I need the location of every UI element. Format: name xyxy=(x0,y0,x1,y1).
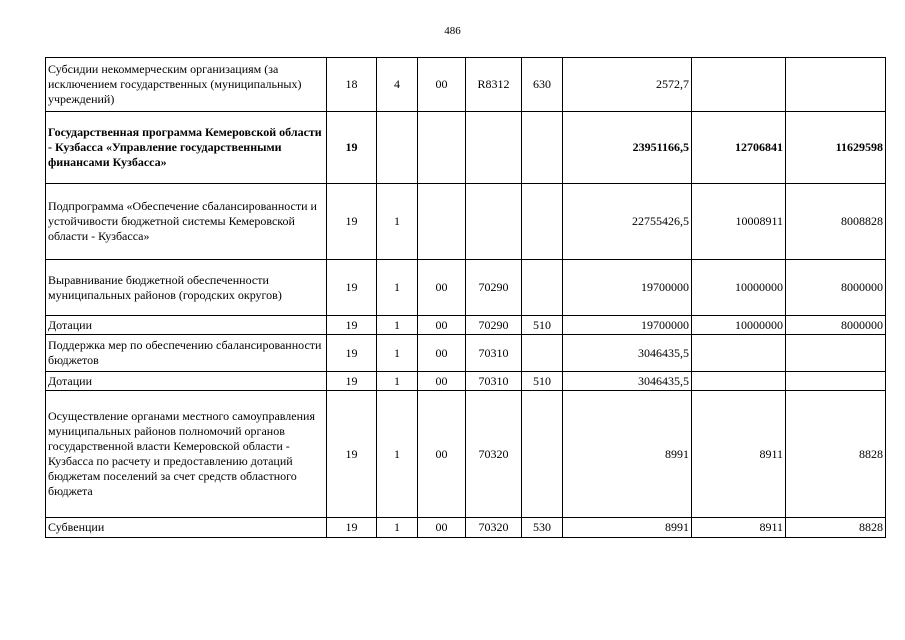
row-name-cell: Выравнивание бюджетной обеспеченности муниципальных районов (городских округов) xyxy=(46,260,327,316)
row-name-cell: Субвенции xyxy=(46,518,327,538)
table-row xyxy=(46,316,886,335)
subprogram-code-cell: 4 xyxy=(377,58,418,112)
table-row xyxy=(46,518,886,538)
row-name-cell: Подпрограмма «Обеспечение сбалансированности и устойчивости бюджетной системы Кемеровской области - Кузбасса» xyxy=(46,184,327,260)
year1-amount-cell: 8991 xyxy=(563,391,692,518)
row-name-cell: Поддержка мер по обеспечению сбалансированности бюджетов xyxy=(46,335,327,372)
expense-type-cell: 510 xyxy=(522,316,563,335)
table-body xyxy=(46,58,886,538)
program-code-cell: 19 xyxy=(327,112,377,184)
year2-amount-cell: 10000000 xyxy=(692,316,786,335)
subprogram-code-cell: 1 xyxy=(377,372,418,391)
subprogram-code-cell xyxy=(377,112,418,184)
expense-type-cell: 530 xyxy=(522,518,563,538)
table-row xyxy=(46,260,886,316)
year2-amount-cell xyxy=(692,335,786,372)
main-event-code-cell: 00 xyxy=(418,372,466,391)
direction-code-cell: 70320 xyxy=(466,518,522,538)
table-row xyxy=(46,335,886,372)
year3-amount-cell xyxy=(786,335,886,372)
main-event-code-cell xyxy=(418,112,466,184)
direction-code-cell: 70290 xyxy=(466,316,522,335)
expense-type-cell xyxy=(522,112,563,184)
year1-amount-cell: 19700000 xyxy=(563,260,692,316)
expense-type-cell xyxy=(522,335,563,372)
main-event-code-cell: 00 xyxy=(418,335,466,372)
expense-type-cell xyxy=(522,260,563,316)
subprogram-code-cell: 1 xyxy=(377,518,418,538)
direction-code-cell xyxy=(466,184,522,260)
subprogram-code-cell: 1 xyxy=(377,316,418,335)
year2-amount-cell: 8911 xyxy=(692,518,786,538)
row-name-cell: Дотации xyxy=(46,372,327,391)
page-number: 486 xyxy=(444,25,461,37)
year2-amount-cell xyxy=(692,372,786,391)
year3-amount-cell: 8000000 xyxy=(786,260,886,316)
program-code-cell: 19 xyxy=(327,184,377,260)
program-code-cell: 19 xyxy=(327,372,377,391)
expense-type-cell: 630 xyxy=(522,58,563,112)
program-code-cell: 19 xyxy=(327,518,377,538)
row-name-cell: Дотации xyxy=(46,316,327,335)
year1-amount-cell: 2572,7 xyxy=(563,58,692,112)
expense-type-cell xyxy=(522,391,563,518)
year2-amount-cell: 12706841 xyxy=(692,112,786,184)
year2-amount-cell: 8911 xyxy=(692,391,786,518)
budget-table xyxy=(45,57,886,538)
main-event-code-cell: 00 xyxy=(418,518,466,538)
year3-amount-cell: 8008828 xyxy=(786,184,886,260)
subprogram-code-cell: 1 xyxy=(377,184,418,260)
direction-code-cell xyxy=(466,112,522,184)
program-code-cell: 19 xyxy=(327,260,377,316)
year2-amount-cell xyxy=(692,58,786,112)
year1-amount-cell: 3046435,5 xyxy=(563,335,692,372)
expense-type-cell: 510 xyxy=(522,372,563,391)
year3-amount-cell: 8000000 xyxy=(786,316,886,335)
main-event-code-cell: 00 xyxy=(418,316,466,335)
main-event-code-cell: 00 xyxy=(418,260,466,316)
table-row xyxy=(46,372,886,391)
program-code-cell: 19 xyxy=(327,335,377,372)
program-code-cell: 19 xyxy=(327,316,377,335)
year1-amount-cell: 19700000 xyxy=(563,316,692,335)
year1-amount-cell: 3046435,5 xyxy=(563,372,692,391)
table-row xyxy=(46,58,886,112)
direction-code-cell: R8312 xyxy=(466,58,522,112)
main-event-code-cell xyxy=(418,184,466,260)
subprogram-code-cell: 1 xyxy=(377,260,418,316)
program-code-cell: 19 xyxy=(327,391,377,518)
year2-amount-cell: 10000000 xyxy=(692,260,786,316)
direction-code-cell: 70310 xyxy=(466,335,522,372)
year2-amount-cell: 10008911 xyxy=(692,184,786,260)
year1-amount-cell: 23951166,5 xyxy=(563,112,692,184)
year1-amount-cell: 8991 xyxy=(563,518,692,538)
main-event-code-cell: 00 xyxy=(418,391,466,518)
subprogram-code-cell: 1 xyxy=(377,335,418,372)
table-row xyxy=(46,391,886,518)
program-code-cell: 18 xyxy=(327,58,377,112)
row-name-cell: Осуществление органами местного самоуправления муниципальных районов полномочий органов государственной власти Кемеровской области - Кузбасса по расчету и предоставлению дотаций бюджетам поселений за счет средств областного бюджета xyxy=(46,391,327,518)
row-name-cell: Субсидии некоммерческим организациям (за исключением государственных (муниципальных) учреждений) xyxy=(46,58,327,112)
year1-amount-cell: 22755426,5 xyxy=(563,184,692,260)
direction-code-cell: 70310 xyxy=(466,372,522,391)
expense-type-cell xyxy=(522,184,563,260)
subprogram-code-cell: 1 xyxy=(377,391,418,518)
table-row xyxy=(46,112,886,184)
main-event-code-cell: 00 xyxy=(418,58,466,112)
direction-code-cell: 70290 xyxy=(466,260,522,316)
table-row xyxy=(46,184,886,260)
year3-amount-cell: 8828 xyxy=(786,391,886,518)
row-name-cell: Государственная программа Кемеровской области - Кузбасса «Управление государственными финансами Кузбасса» xyxy=(46,112,327,184)
year3-amount-cell: 11629598 xyxy=(786,112,886,184)
direction-code-cell: 70320 xyxy=(466,391,522,518)
year3-amount-cell xyxy=(786,58,886,112)
year3-amount-cell: 8828 xyxy=(786,518,886,538)
year3-amount-cell xyxy=(786,372,886,391)
